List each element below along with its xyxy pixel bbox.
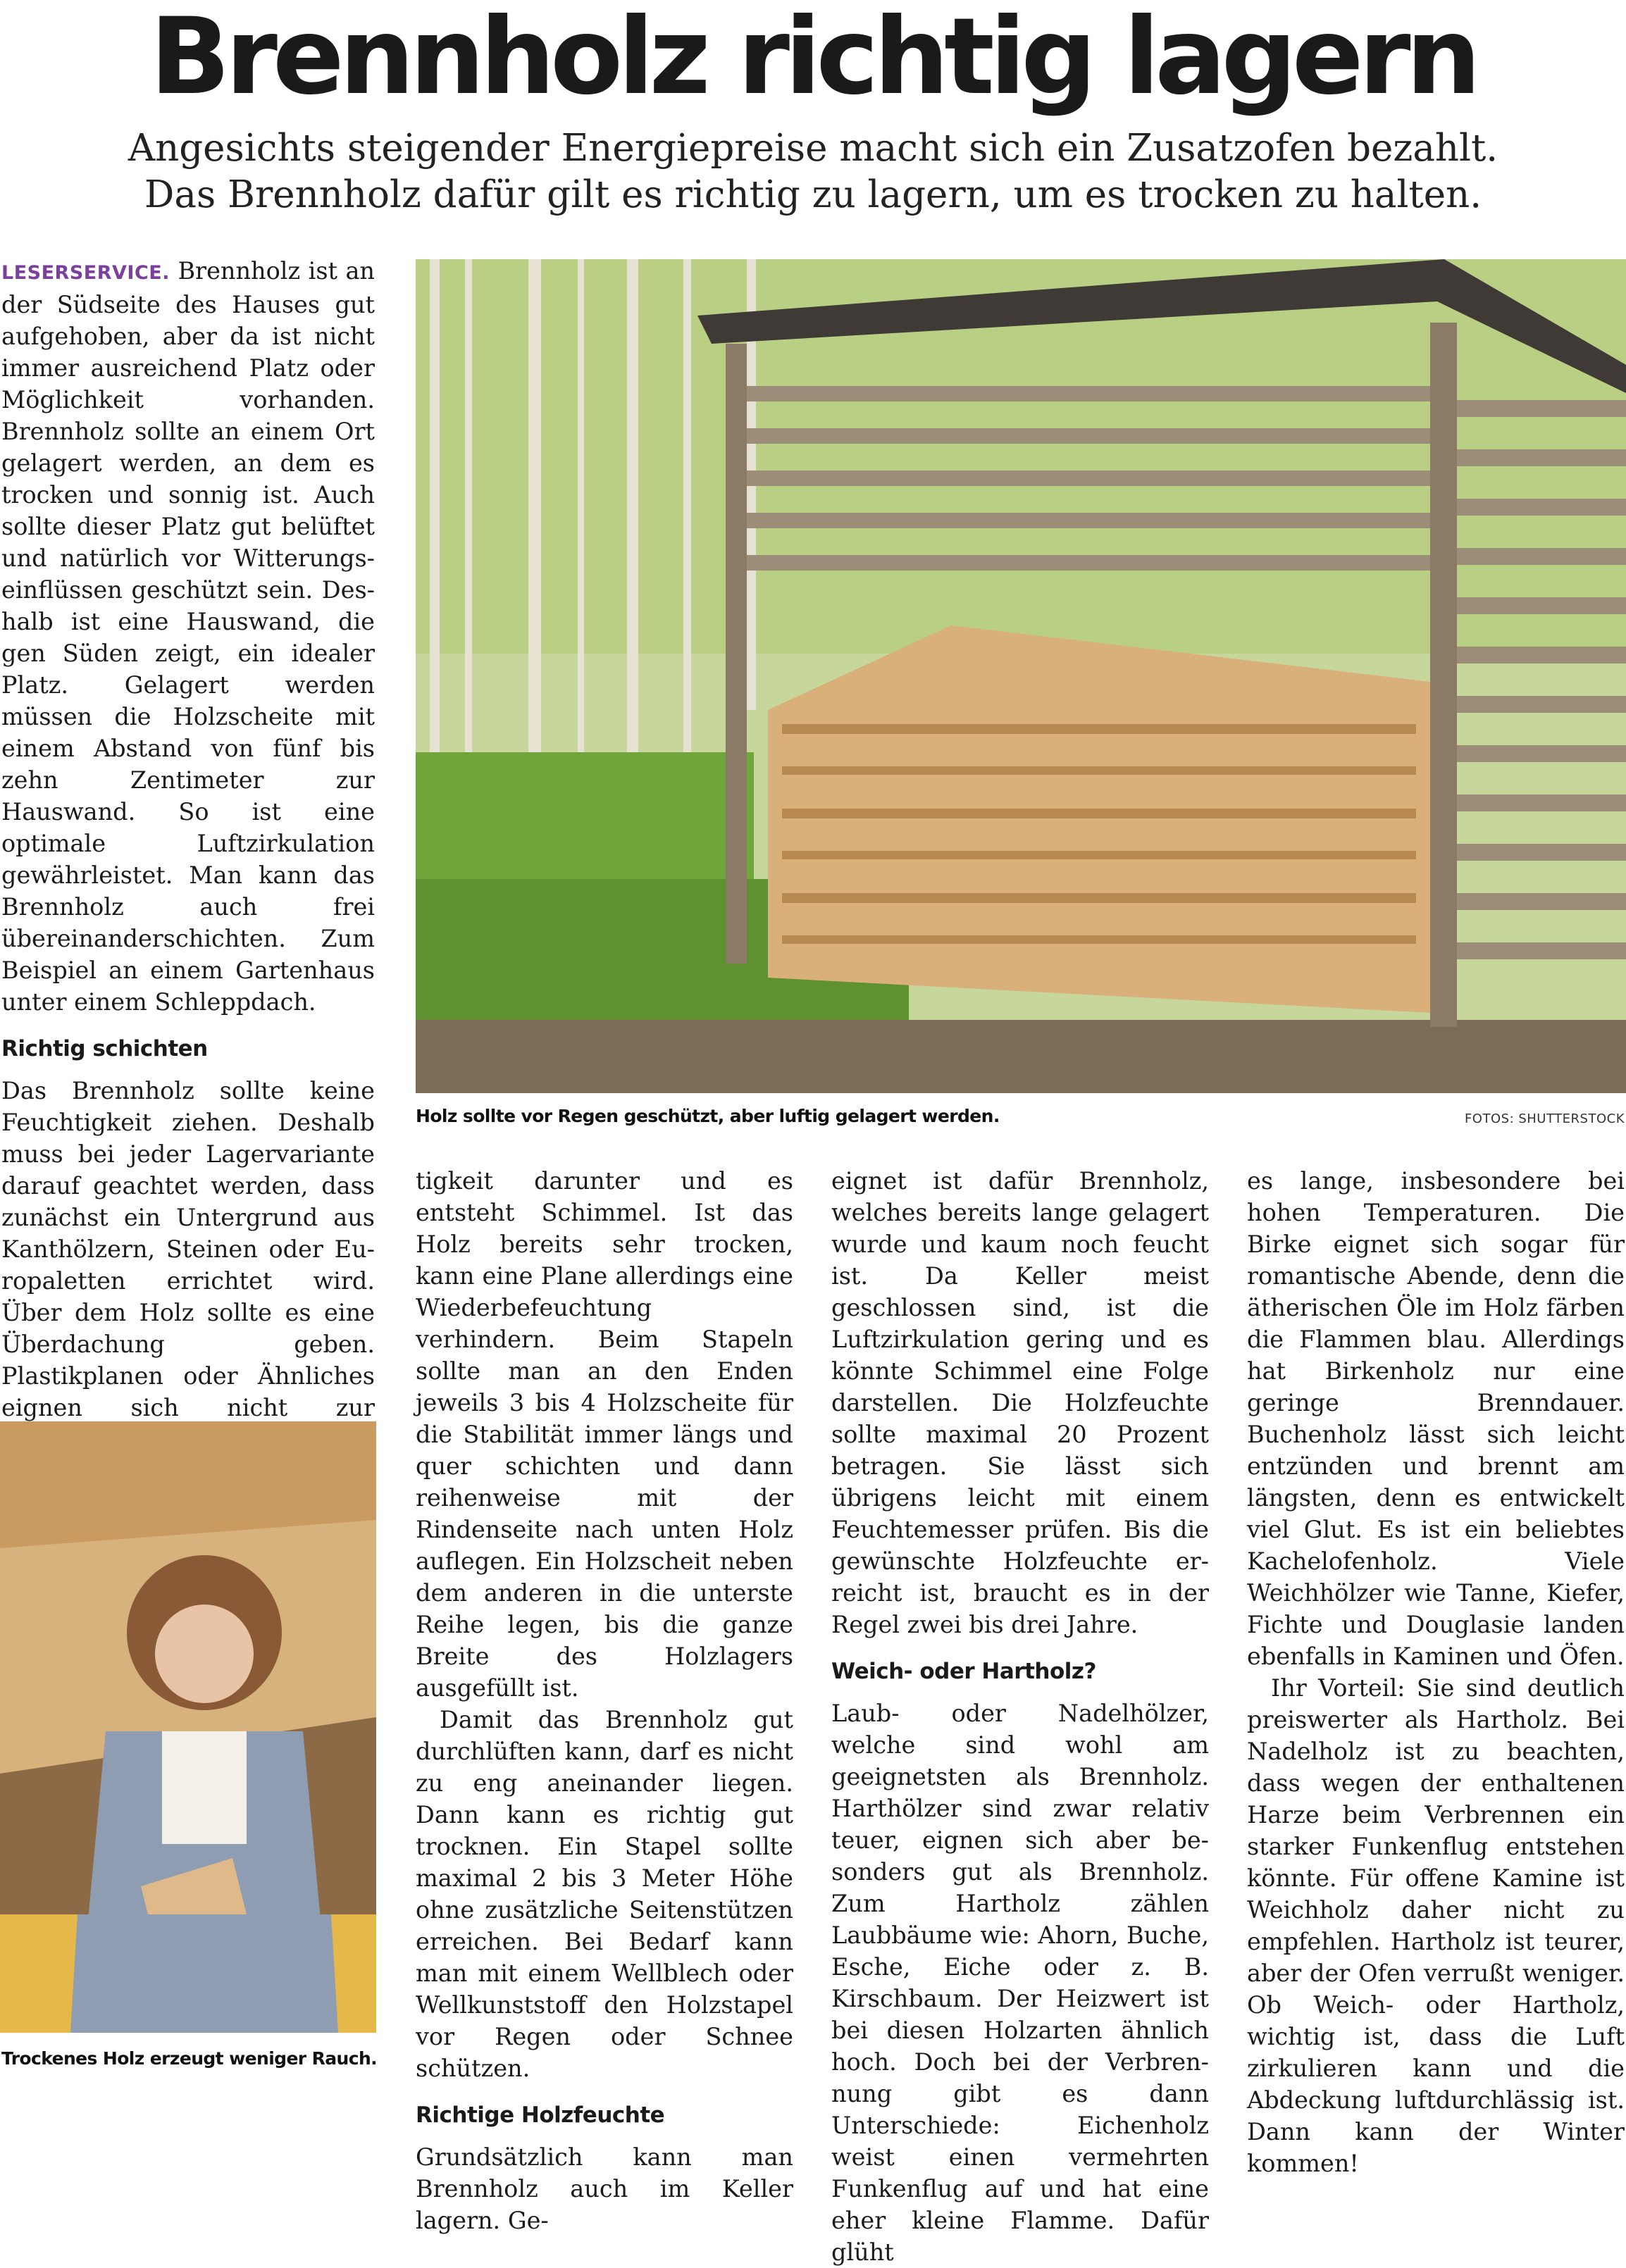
paragraph: Ihr Vorteil: Sie sind deutlich preiswerter als Hartholz. Bei Nadelholz ist zu beachten, dass wegen der enthaltenen Harze beim Verbrennen ein starker Funkenflug entstehen könnte. Für offene Kamine ist Weichholz daher nicht zu empfehlen. Hartholz ist teurer, aber der Ofen verrußt weniger. Ob Weich- oder Hartholz, wichtig ist, dass die Luft zirkulieren kann und die Abdeckung luftdurchlässig ist. Dann kann der Winter kommen!: [1247, 1674, 1625, 2177]
subheadline-line-1: Angesichts steigender Energiepreise macht sich ein Zusatzofen bezahlt.: [128, 127, 1498, 170]
headline: Brennholz richtig lagern: [149, 0, 1477, 118]
kicker: LESERSERVICE.: [1, 262, 170, 284]
small-photo-caption: Trockenes Holz erzeugt weniger Rauch.: [1, 2048, 378, 2069]
article-column-2: [416, 1165, 793, 2236]
subheadline-line-2: Das Brennholz dafür gilt es richtig zu lagern, um es trocken zu halten.: [144, 173, 1482, 216]
child-with-firewood-photo: [0, 1421, 376, 2033]
intro-text: Brennholz ist an der Südseite des Hauses gut aufgehoben, aber da ist nicht immer ausreichend Platz oder Möglichkeit vorhanden. Brennholz sollte an einem Ort gelagert werden, an dem es trocken und sonnig ist. Auch sollte dieser Platz gut belüftet und natürlich vor Witterungseinflüssen geschützt sein. Deshalb ist eine Hauswand, die gen Süden zeigt, ein idealer Platz. Gelagert werden müssen die Holzscheite mit einem Abstand von fünf bis zehn Zentimeter zur Hauswand. So ist eine optimale Luftzirkulation gewährleistet. Man kann das Brennholz auch frei übereinanderschichten. Zum Beispiel an einem Gartenhaus unter einem Schleppdach.: [1, 257, 375, 1016]
paragraph: tigkeit darunter und es entsteht Schimmel. Ist das Holz bereits sehr trocken, kann eine Plane allerdings eine Wiederbefeuchtung verhindern. Beim Stapeln sollte man an den Enden jeweils 3 bis 4 Holzscheite für die Stabilität immer längs und quer schichten und dann reihenweise mit der Rindenseite nach unten Holz auflegen. Ein Holzscheit neben dem anderen in die unterste Reihe legen, bis die ganze Breite des Holzlagers ausgefüllt ist.: [416, 1167, 793, 1702]
paragraph: Grundsätzlich kann man Brennholz auch im Keller lagern. Ge-: [416, 2143, 793, 2234]
paragraph: Das Brennholz sollte keine Feuchtigkeit ziehen. Deshalb muss bei jeder Lagervariante darauf geachtet werden, dass zunächst ein Untergrund aus Kanthölzern, Steinen oder Europaletten errichtet wird. Über dem Holz sollte es eine Überdachung geben. Plastikplanen oder Ähnliches eignen sich nicht zur: [1, 1077, 375, 1421]
main-photo-woodshed: [416, 259, 1626, 1093]
subheading-richtige-holzfeuchte: Richtige Holzfeuchte: [416, 2102, 665, 2128]
photo-credit: FOTOS: SHUTTERSTOCK: [1464, 1111, 1625, 1126]
article-column-4: [1247, 1165, 1625, 2179]
paragraph: es lange, insbesondere bei hohen Temperaturen. Die Birke eignet sich sogar für romantische Abende, denn die ätherischen Öle im Holz färben die Flammen blau. Allerdings hat Birkenholz nur eine geringe Brenndauer. Buchenholz lässt sich leicht entzünden und brennt am längsten, denn es entwickelt viel Glut. Es ist ein beliebtes Kachelofenholz. Viele Weichhölzer wie Tanne, Kiefer, Fichte und Douglasie landen ebenfalls in Kaminen und Öfen.: [1247, 1167, 1625, 1670]
article-column-3: [831, 1165, 1209, 2268]
subheading-weich-oder-hartholz: Weich- oder Hartholz?: [831, 1659, 1096, 1684]
intro-paragraph: [1, 255, 375, 1018]
subheading-richtig-schichten: Richtig schichten: [1, 1036, 208, 1061]
paragraph: eignet ist dafür Brennholz, welches bereits lange gelagert wurde und kaum noch feucht ist. Da Keller meist geschlossen sind, ist die Luftzirkulation gering und es könnte Schimmel eine Folge darstellen. Die Holzfeuchte sollte maximal 20 Prozent betragen. Sie lässt sich übrigens leicht mit einem Feuchtemesser prüfen. Bis die gewünschte Holzfeuchte erreicht ist, braucht es in der Regel zwei bis drei Jahre.: [831, 1167, 1209, 1638]
paragraph: Laub- oder Nadelhölzer, welche sind wohl am geeignetsten als Brennholz. Harthölzer sind zwar relativ teuer, eignen sich aber besonders gut als Brennholz. Zum Hartholz zählen Laubbäume wie: Ahorn, Buche, Esche, Eiche oder z. B. Kirschbaum. Der Heizwert ist bei diesen Holzarten ähnlich hoch. Doch bei der Verbrennung gibt es dann Unterschiede: Eichenholz weist einen vermehrten Funkenflug auf und hat eine eher kleine Flamme. Dafür glüht: [831, 1700, 1209, 2266]
subheadline: [0, 125, 1626, 218]
paragraph: Damit das Brennholz gut durchlüften kann, darf es nicht zu eng aneinander liegen. Dann kann es richtig gut trocknen. Ein Stapel sollte maximal 2 bis 3 Meter Höhe ohne zusätzliche Seitenstützen erreichen. Bei Bedarf kann man mit einem Wellblech oder Wellkunststoff den Holzstapel vor Regen oder Schnee schützen.: [416, 1706, 793, 2082]
article-column-1: [1, 255, 375, 1519]
main-photo-caption: Holz sollte vor Regen geschützt, aber luftig gelagert werden.: [416, 1106, 1000, 1126]
